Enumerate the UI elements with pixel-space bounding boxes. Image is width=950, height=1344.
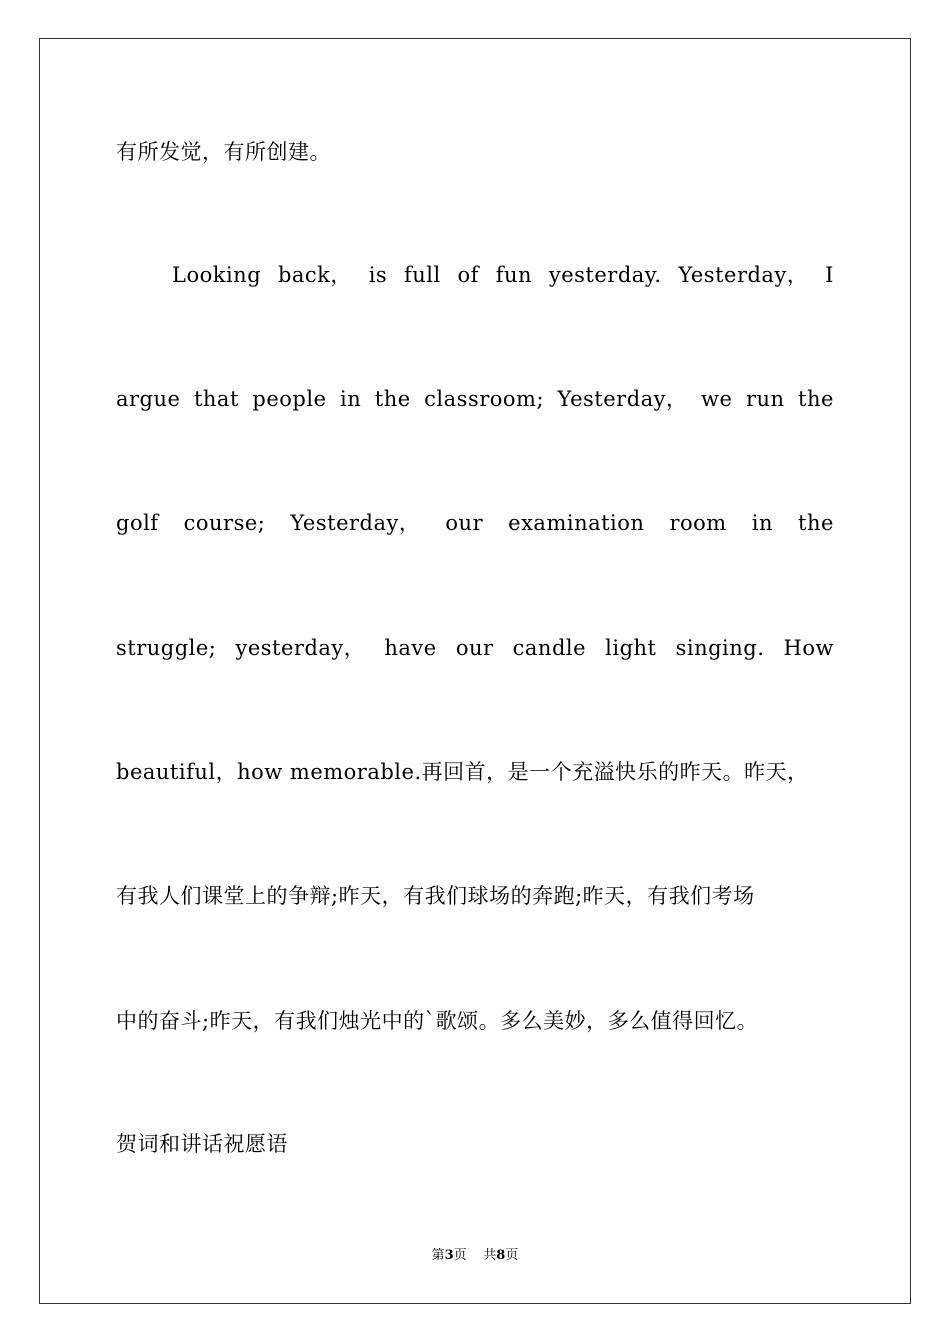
text-line-8: 中的奋斗;昨天，有我们烛光中的`歌颂。多么美妙，多么值得回忆。 (116, 1009, 759, 1033)
text-line-3 (116, 384, 834, 414)
word: our (445, 511, 484, 535)
word: Yesterday， (557, 387, 688, 411)
word: the (798, 511, 834, 535)
word: argue (116, 387, 181, 411)
word: classroom; (424, 387, 545, 411)
word: Yesterday， (678, 263, 809, 287)
footer-page-suffix: 页 (453, 1248, 467, 1263)
text-line-4 (116, 508, 834, 538)
word: our (455, 636, 494, 660)
word: examination (508, 511, 645, 535)
word: I (825, 263, 834, 287)
word: light (605, 636, 657, 660)
text-line-1: 有所发觉，有所创建。 (116, 140, 331, 164)
word: Yesterday， (290, 511, 421, 535)
footer-total-suffix: 页 (505, 1248, 519, 1263)
page-footer (0, 1247, 950, 1265)
page-border (39, 38, 911, 1304)
word: course; (183, 511, 266, 535)
word: is (368, 263, 388, 287)
word: singing. (675, 636, 765, 660)
footer-total-prefix: 共 (483, 1248, 497, 1263)
footer-total-pages: 8 (496, 1248, 506, 1263)
word: that (193, 387, 239, 411)
word: in (751, 511, 774, 535)
word: golf (116, 511, 159, 535)
word: run (745, 387, 785, 411)
word: struggle; (116, 636, 217, 660)
word: How (783, 636, 834, 660)
text-line-5 (116, 633, 834, 663)
word: Looking (172, 263, 262, 287)
word: have (384, 636, 437, 660)
word: room (669, 511, 727, 535)
word: yesterday. (548, 263, 662, 287)
section-heading: 贺词和讲话祝愿语 (116, 1132, 288, 1156)
text-line-2 (172, 260, 834, 290)
word: we (701, 387, 733, 411)
text-line-7: 有我人们课堂上的争辩;昨天，有我们球场的奔跑;昨天，有我们考场 (116, 884, 755, 908)
word: in (340, 387, 362, 411)
word: full (403, 263, 441, 287)
word: candle (512, 636, 587, 660)
word: the (374, 387, 411, 411)
word: yesterday， (235, 636, 366, 660)
word: fun (495, 263, 533, 287)
text-line-6: beautiful，how memorable.再回首，是一个充溢快乐的昨天。昨天， (116, 760, 809, 784)
word: people (252, 387, 327, 411)
word: back， (277, 263, 352, 287)
footer-page-number: 3 (444, 1248, 454, 1263)
footer-prefix: 第 (431, 1248, 445, 1263)
word: the (798, 387, 834, 411)
word: of (457, 263, 479, 287)
